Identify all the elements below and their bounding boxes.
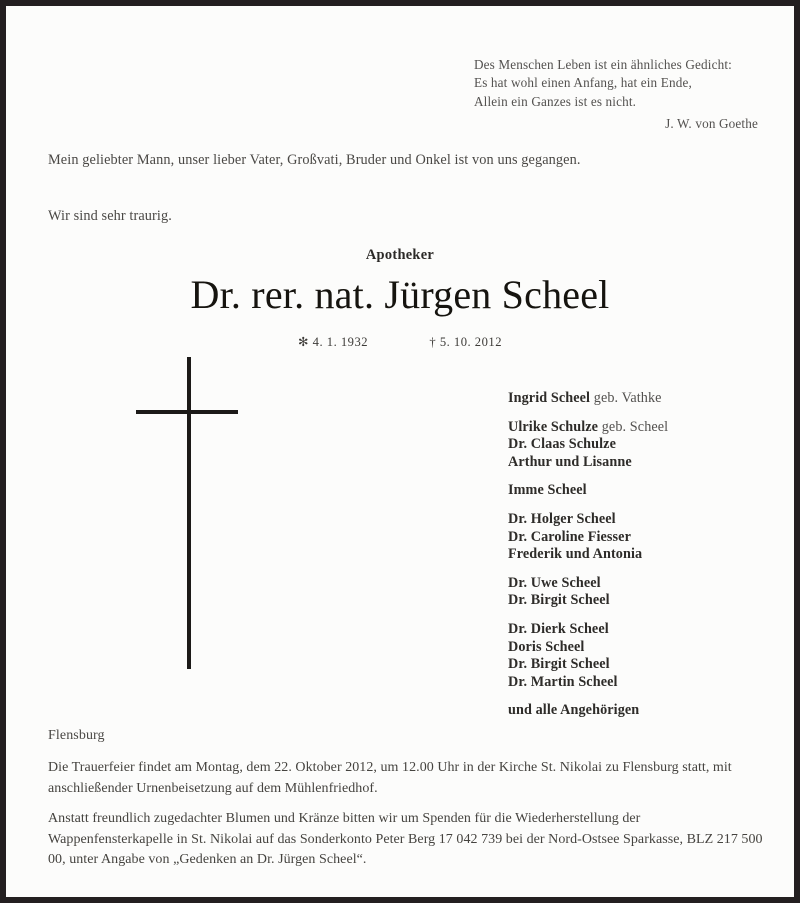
survivor-name <box>508 674 788 692</box>
survivor-name <box>508 454 788 472</box>
epigraph-quote <box>474 56 774 111</box>
survivor-maiden-name: geb. Scheel <box>598 418 669 435</box>
survivor-maiden-name: geb. Vathke <box>590 390 662 406</box>
survivor-name-text: Imme Scheel <box>508 482 587 499</box>
survivors-group <box>508 621 788 691</box>
epigraph-line-1: Des Menschen Leben ist ein ähnliches Gedicht: <box>474 57 732 72</box>
birth-date: ✻ 4. 1. 1932 <box>297 335 369 349</box>
survivor-name <box>508 390 788 408</box>
ceremony-details: Die Trauerfeier findet am Montag, dem 22. Oktober 2012, um 12.00 Uhr in der Kirche St. Nikolai zu Flensburg statt, mit anschließender Urnenbeisetzung auf dem Mühlenfriedhof. <box>48 760 732 796</box>
survivor-name-text: Dr. Martin Scheel <box>508 673 618 690</box>
survivors-group <box>508 575 788 610</box>
survivor-name <box>508 575 788 593</box>
survivor-name <box>508 592 788 610</box>
donation-details: Anstatt freundlich zugedachter Blumen und Kränze bitten wir um Spenden für die Wiederherstellung der Wappenfensterkapelle in St. Nikolai auf das Sonderkonto Peter Berg 17 042 739 bei der Nord-Ostsee Sparkasse, BLZ 217 500 00, unter Angabe von „Gedenken an Dr. Jürgen Scheel“. <box>48 811 763 867</box>
deceased-dates <box>6 334 794 350</box>
survivors-group <box>508 702 788 720</box>
intro-line-1: Mein geliebter Mann, unser lieber Vater, Großvati, Bruder und Onkel ist von uns gegangen. <box>48 152 581 168</box>
deceased-profession: Apotheker <box>365 247 435 263</box>
epigraph-line-2: Es hat wohl einen Anfang, hat ein Ende, <box>474 75 692 91</box>
survivor-name <box>508 656 788 674</box>
survivors-group <box>508 390 788 408</box>
survivor-name-text: Dr. Uwe Scheel <box>508 574 601 591</box>
survivor-name-text: Ulrike Schulze <box>508 418 599 435</box>
survivor-name <box>508 436 788 454</box>
survivor-name <box>508 546 788 564</box>
survivor-name <box>508 621 788 639</box>
epigraph-author: J. W. von Goethe <box>665 116 758 131</box>
cross-horizontal-bar <box>136 410 238 414</box>
deceased-name: Dr. rer. nat. Jürgen Scheel <box>190 272 610 317</box>
death-date: † 5. 10. 2012 <box>429 335 502 349</box>
survivor-name-text: Arthur und Lisanne <box>508 453 632 470</box>
survivors-group <box>508 419 788 472</box>
survivor-name-text: Ingrid Scheel <box>508 390 591 406</box>
survivor-name <box>508 482 788 500</box>
survivor-name-text: und alle Angehörigen <box>508 702 640 719</box>
survivor-name <box>508 529 788 547</box>
city-label: Flensburg <box>48 728 105 743</box>
survivors-group <box>508 482 788 500</box>
notice-sheet <box>6 6 794 897</box>
survivor-name-text: Dr. Claas Schulze <box>508 436 616 453</box>
survivor-name-text: Dr. Birgit Scheel <box>508 656 610 673</box>
survivor-name <box>508 639 788 657</box>
survivor-name-text: Dr. Birgit Scheel <box>508 592 610 609</box>
survivor-name-text: Frederik und Antonia <box>508 546 643 563</box>
survivors-group <box>508 511 788 564</box>
survivor-name-text: Dr. Holger Scheel <box>508 510 616 527</box>
survivor-name-text: Doris Scheel <box>508 638 585 655</box>
epigraph-line-3: Allein ein Ganzes ist es nicht. <box>474 93 637 109</box>
survivor-name <box>508 511 788 529</box>
survivor-name-text: Dr. Dierk Scheel <box>508 620 609 637</box>
survivor-name-text: Dr. Caroline Fiesser <box>508 528 631 545</box>
survivor-name <box>508 419 788 437</box>
survivor-name <box>508 702 788 720</box>
survivors-list <box>508 390 788 720</box>
intro-line-2: Wir sind sehr traurig. <box>48 208 172 224</box>
cross-vertical-bar <box>187 357 191 669</box>
